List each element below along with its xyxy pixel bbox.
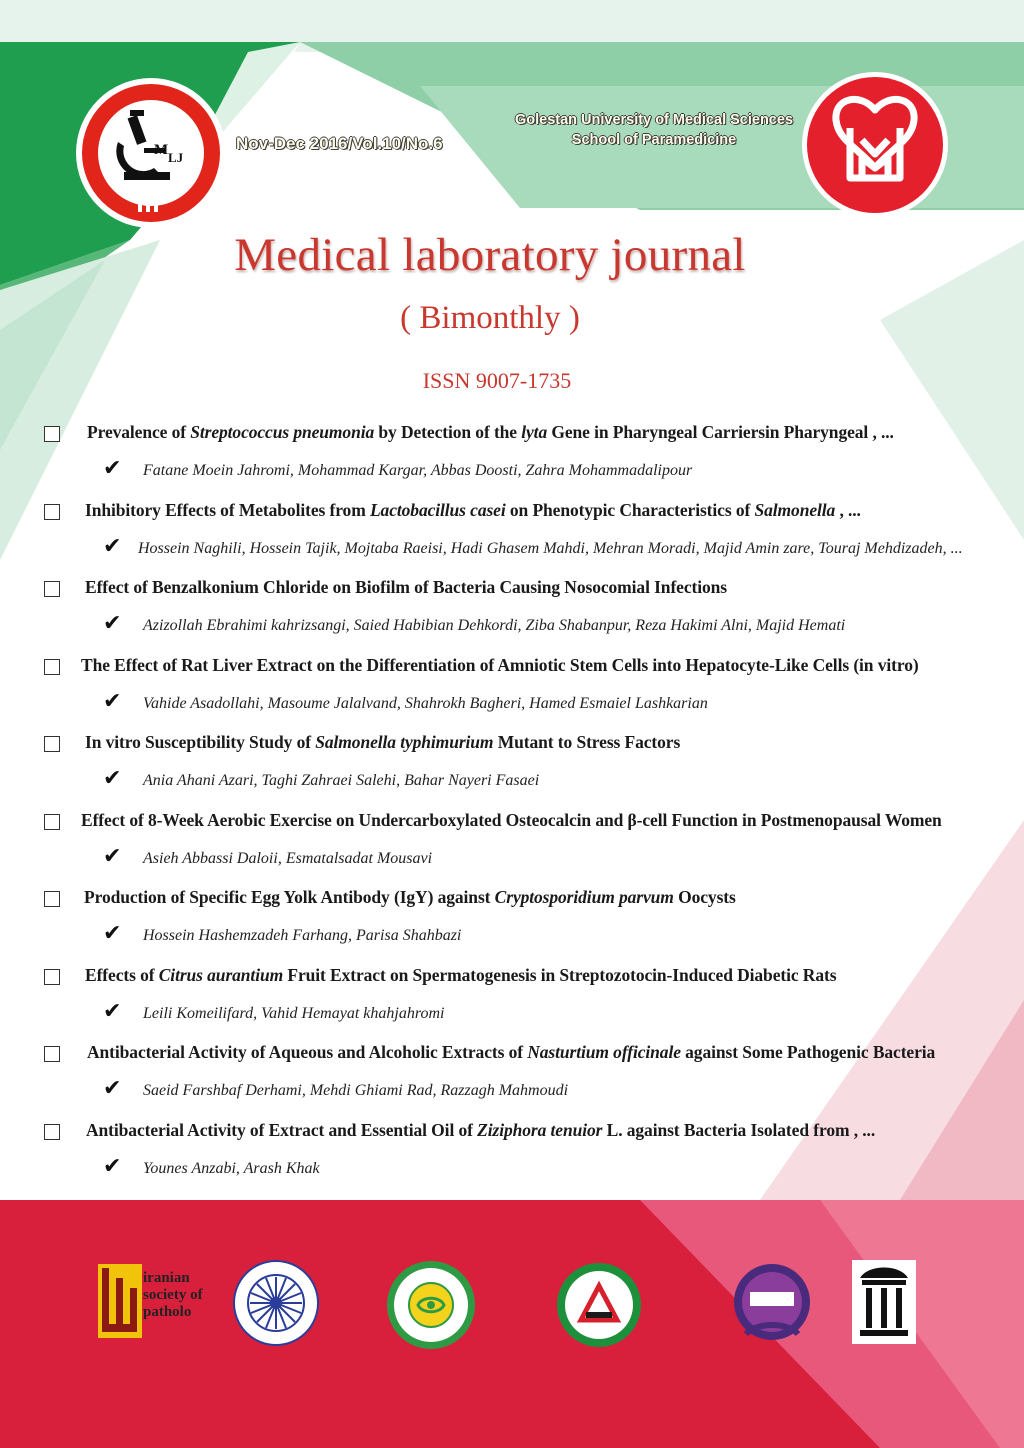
journal-logo xyxy=(74,76,228,230)
article-checkbox[interactable] xyxy=(44,426,60,442)
institution-name xyxy=(506,110,802,150)
article-checkbox[interactable] xyxy=(44,659,60,675)
article-authors: Saeid Farshbaf Derhami, Mehdi Ghiami Rad, Razzagh Mahmoudi xyxy=(143,1082,569,1099)
article-authors: Younes Anzabi, Arash Khak xyxy=(143,1160,320,1177)
article-checkbox[interactable] xyxy=(44,581,60,597)
journal-title: Medical laboratory journal xyxy=(234,229,746,281)
article-title: Prevalence of Streptococcus pneumonia by Detection of the lyta Gene in Pharyngeal Carriersin Pharyngeal , ... xyxy=(87,422,894,442)
article-checkbox[interactable] xyxy=(44,1046,60,1062)
article-checkbox[interactable] xyxy=(44,736,60,752)
blue-society-seal-icon xyxy=(386,1260,476,1350)
article-title: Inhibitory Effects of Metabolites from Lactobacillus casei on Phenotypic Characteristics of Salmonella , ... xyxy=(85,500,861,520)
article-checkbox[interactable] xyxy=(44,1124,60,1140)
green-society-seal-icon xyxy=(556,1262,642,1348)
article-title: Effect of Benzalkonium Chloride on Biofilm of Bacteria Causing Nosocomial Infections xyxy=(85,577,727,597)
article-authors: Azizollah Ebrahimi kahrizsangi, Saied Habibian Dehkordi, Ziba Shabanpur, Reza Hakimi Alni, Majid Hemati xyxy=(143,617,846,634)
article-title: Production of Specific Egg Yolk Antibody (IgY) against Cryptosporidium parvum Oocysts xyxy=(84,887,736,907)
article-authors: Fatane Moein Jahromi, Mohammad Kargar, Abbas Doosti, Zahra Mohammadalipour xyxy=(143,462,693,479)
article-title: Antibacterial Activity of Aqueous and Alcoholic Extracts of Nasturtium officinale against Some Pathogenic Bacteria xyxy=(87,1042,936,1062)
article-authors: Ania Ahani Azari, Taghi Zahraei Salehi, Bahar Nayeri Fasaei xyxy=(143,772,540,789)
check-icon: ✔ xyxy=(103,611,122,636)
check-icon: ✔ xyxy=(103,456,122,481)
article-authors: Hossein Hashemzadeh Farhang, Parisa Shahbazi xyxy=(143,927,462,944)
university-name: Golestan University of Medical Sciences xyxy=(514,112,794,128)
article-authors: Hossein Naghili, Hossein Tajik, Mojtaba Raeisi, Hadi Ghasem Mahdi, Mehran Moradi, Majid Amin zare, Touraj Mehdizadeh, ... xyxy=(138,540,963,557)
article-checkbox[interactable] xyxy=(44,504,60,520)
svg-text:M: M xyxy=(154,142,169,158)
check-icon: ✔ xyxy=(103,766,122,791)
article-checkbox[interactable] xyxy=(44,969,60,985)
check-icon: ✔ xyxy=(103,689,122,714)
svg-text:LJ: LJ xyxy=(168,150,184,165)
journal-subtitle: ( Bimonthly ) xyxy=(400,300,580,336)
article-title: Effect of 8-Week Aerobic Exercise on Undercarboxylated Osteocalcin and β-cell Function in Postmenopausal Women xyxy=(81,810,942,830)
check-icon: ✔ xyxy=(103,1076,122,1101)
check-icon: ✔ xyxy=(103,921,122,946)
article-authors: Asieh Abbassi Daloii, Esmatalsadat Mousavi xyxy=(143,850,433,867)
article-authors: Leili Komeilifard, Vahid Hemayat khahjahromi xyxy=(143,1005,445,1022)
article-authors: Vahide Asadollahi, Masoume Jalalvand, Shahrokh Bagheri, Hamed Esmaiel Lashkarian xyxy=(143,695,708,712)
check-icon: ✔ xyxy=(103,844,122,869)
purple-association-logo xyxy=(732,1262,812,1348)
article-title: Effects of Citrus aurantium Fruit Extract on Spermatogenesis in Streptozotocin-Induced Diabetic Rats xyxy=(85,965,837,985)
parasitology-society-logo xyxy=(233,1260,319,1346)
check-icon: ✔ xyxy=(103,1154,122,1179)
school-name: School of Paramedicine xyxy=(571,132,737,148)
article-checkbox[interactable] xyxy=(44,891,60,907)
pathology-society-name: iranian society of patholo xyxy=(143,1270,203,1320)
check-icon: ✔ xyxy=(103,999,122,1024)
article-title: Antibacterial Activity of Extract and Essential Oil of Ziziphora tenuior L. against Bacteria Isolated from , ... xyxy=(86,1120,876,1140)
article-title: The Effect of Rat Liver Extract on the Differentiation of Amniotic Stem Cells into Hepatocyte-Like Cells (in vitro) xyxy=(81,655,919,675)
check-icon: ✔ xyxy=(103,534,122,559)
article-checkbox[interactable] xyxy=(44,814,60,830)
isacl-label: ISACL xyxy=(585,1328,613,1338)
issue-info: Nov-Dec 2016/Vol.10/No.6 xyxy=(236,134,443,153)
university-emblem-icon xyxy=(800,70,950,220)
pathology-society-logo xyxy=(98,1264,142,1338)
university-building-logo xyxy=(852,1260,916,1344)
article-title: In vitro Susceptibility Study of Salmonella typhimurium Mutant to Stress Factors xyxy=(85,732,681,752)
journal-issn: ISSN 9007-1735 xyxy=(422,368,572,393)
